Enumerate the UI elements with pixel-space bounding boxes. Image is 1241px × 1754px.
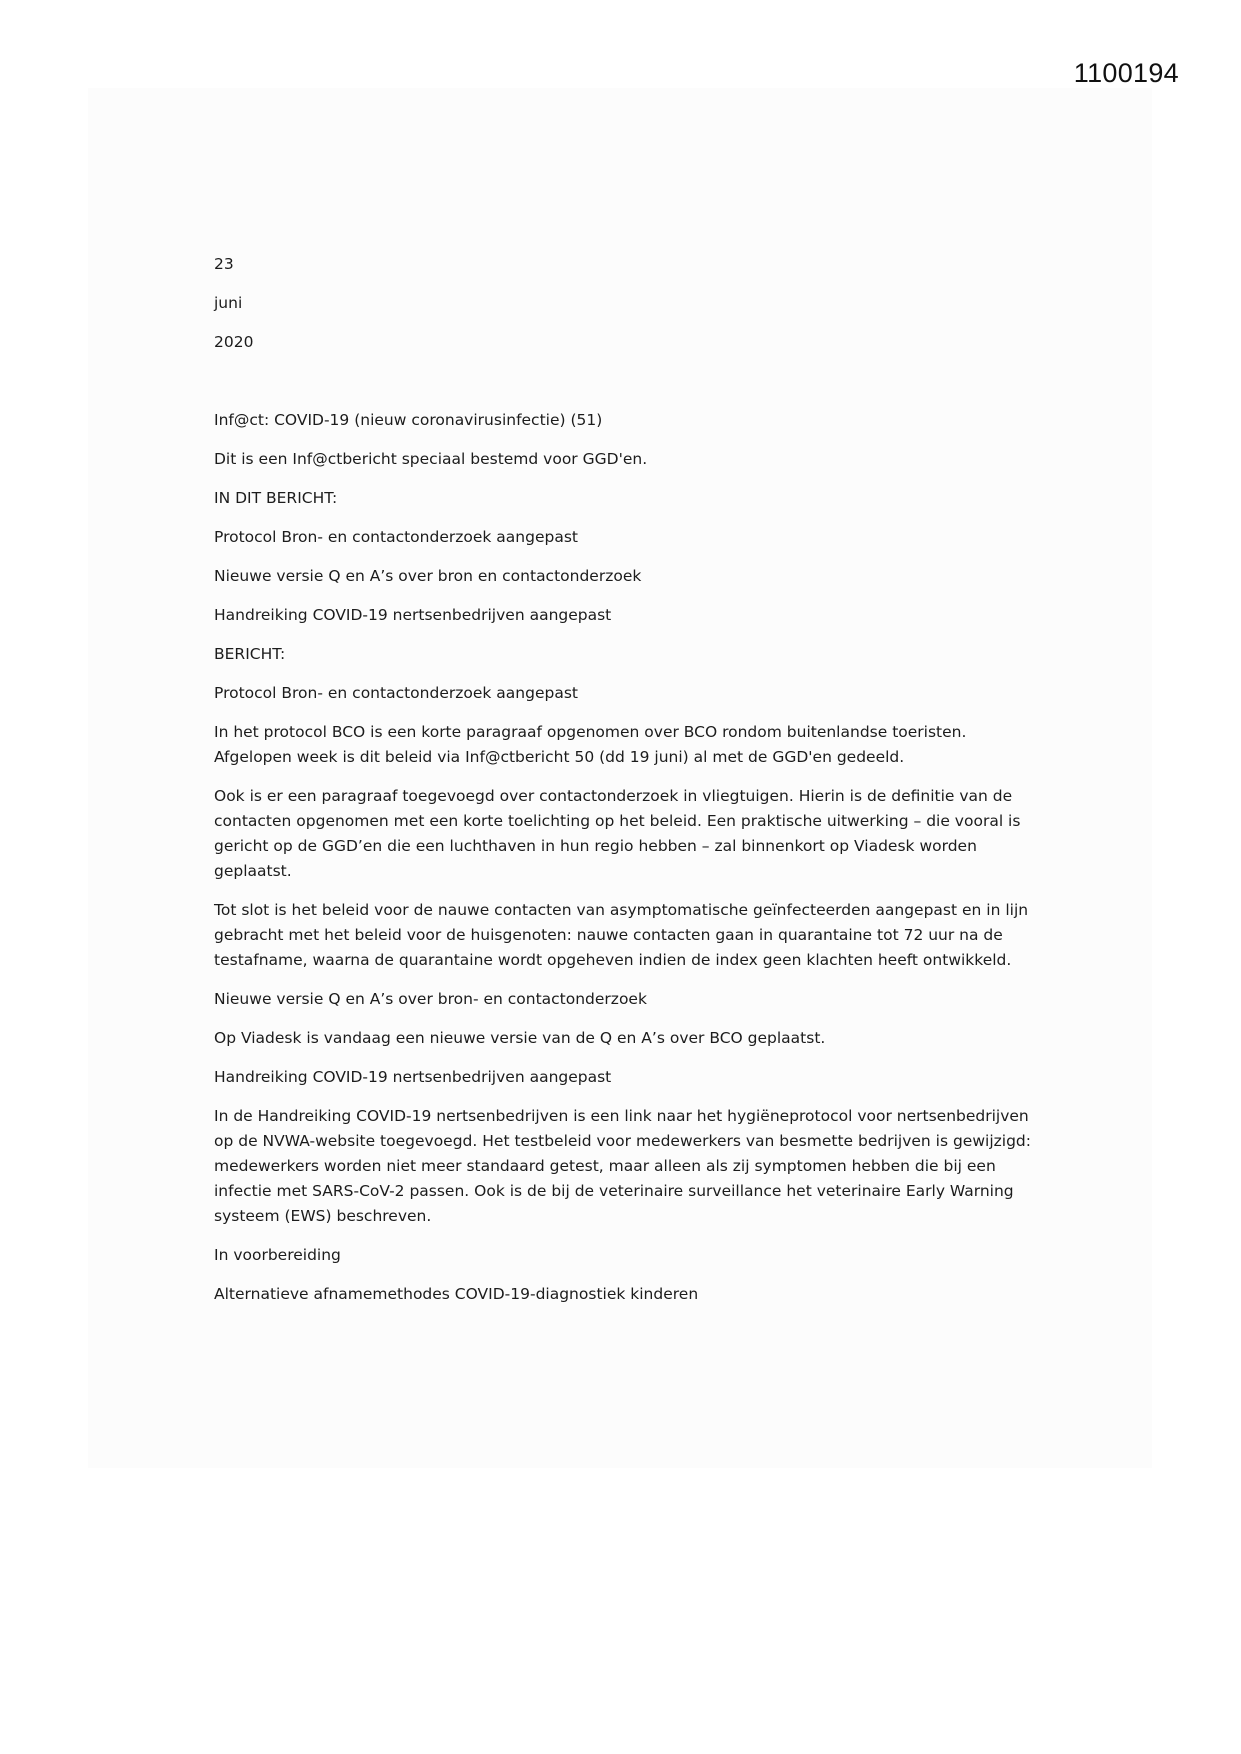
document-number: 1100194 <box>1073 58 1179 88</box>
date-month: juni <box>214 294 243 312</box>
paragraph-nauwe-contacten: Tot slot is het beleid voor de nauwe contacten van asymptomatische geïnfecteerden aangepast en in lijn gebracht met het beleid voor de huisgenoten: nauwe contacten gaan in quarantaine tot 72 uur na de testafname, waarna de quarantaine wordt opgeheven indien de index geen klachten heeft ontwikkeld. <box>214 901 1029 969</box>
contents-item-qa: Nieuwe versie Q en A’s over bron en contactonderzoek <box>214 567 642 585</box>
date-year: 2020 <box>214 333 254 351</box>
date-block <box>214 252 1034 355</box>
document-body <box>214 252 1034 1321</box>
section-heading-qa: Nieuwe versie Q en A’s over bron- en contactonderzoek <box>214 990 647 1008</box>
paragraph-vliegtuigen: Ook is er een paragraaf toegevoegd over contactonderzoek in vliegtuigen. Hierin is de definitie van de contacten opgenomen met een korte toelichting op het beleid. Een praktische uitwerking – die vooral is gericht op de GGD’en die een luchthaven in hun regio hebben – zal binnenkort op Viadesk worden geplaatst. <box>214 787 1021 880</box>
paragraph-toeristen: In het protocol BCO is een korte paragraaf opgenomen over BCO rondom buitenlandse toeristen. Afgelopen week is dit beleid via Inf@ctbericht 50 (dd 19 juni) al met de GGD'en gedeeld. <box>214 723 967 766</box>
section-heading-protocol: Protocol Bron- en contactonderzoek aangepast <box>214 684 578 702</box>
contents-item-protocol: Protocol Bron- en contactonderzoek aangepast <box>214 528 578 546</box>
paragraph-voorbereiding: Alternatieve afnamemethodes COVID-19-diagnostiek kinderen <box>214 1285 699 1303</box>
paragraph-qa: Op Viadesk is vandaag een nieuwe versie van de Q en A’s over BCO geplaatst. <box>214 1029 826 1047</box>
bulletin-title: Inf@ct: COVID-19 (nieuw coronavirusinfectie) (51) <box>214 411 603 429</box>
date-day: 23 <box>214 255 234 273</box>
contents-item-handreiking: Handreiking COVID-19 nertsenbedrijven aangepast <box>214 606 612 624</box>
paragraph-handreiking: In de Handreiking COVID-19 nertsenbedrijven is een link naar het hygiëneprotocol voor nertsenbedrijven op de NVWA-website toegevoegd. Het testbeleid voor medewerkers van besmette bedrijven is gewijzigd: medewerkers worden niet meer standaard getest, maar alleen als zij symptomen hebben die bij een infectie met SARS-CoV-2 passen. Ook is de bij de veterinaire surveillance het veterinaire Early Warning systeem (EWS) beschreven. <box>214 1107 1031 1225</box>
section-heading-handreiking: Handreiking COVID-19 nertsenbedrijven aangepast <box>214 1068 612 1086</box>
message-heading: BERICHT: <box>214 645 286 663</box>
section-heading-voorbereiding: In voorbereiding <box>214 1246 341 1264</box>
contents-heading: IN DIT BERICHT: <box>214 489 338 507</box>
bulletin-audience: Dit is een Inf@ctbericht speciaal bestemd voor GGD'en. <box>214 450 648 468</box>
